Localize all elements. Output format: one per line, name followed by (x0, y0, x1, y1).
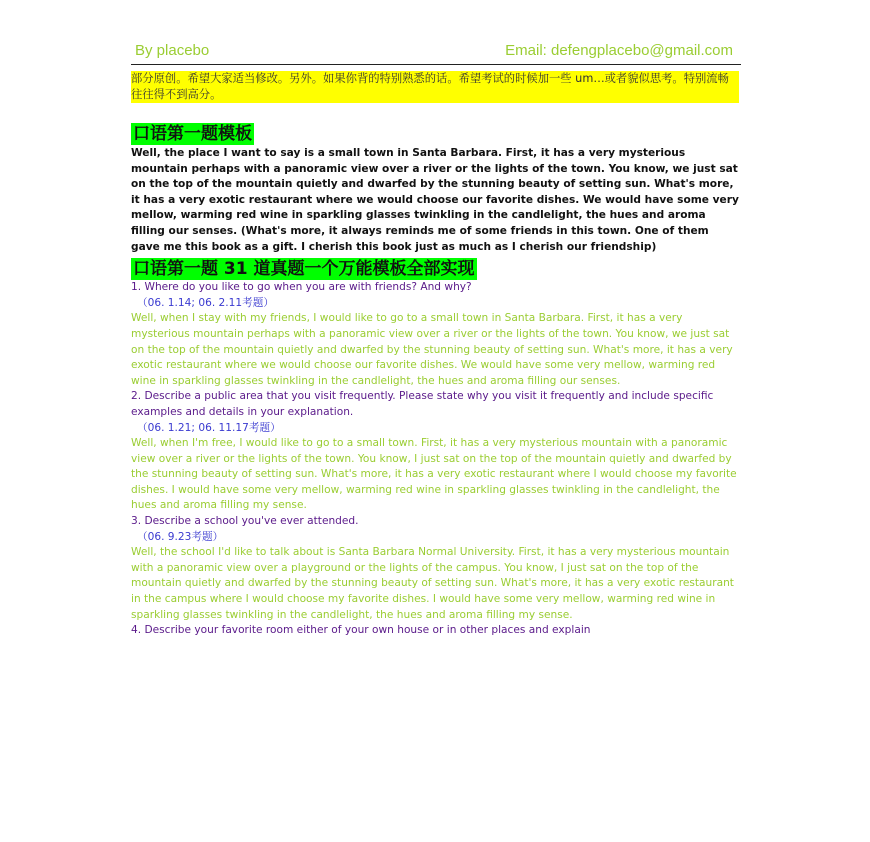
highlighted-note: 部分原创。希望大家适当修改。另外。如果你背的特别熟悉的话。希望考试的时候加一些 um…或者貌似思考。特别流畅往往得不到高分。 (131, 71, 739, 103)
section1-heading: 口语第一题模板 (133, 124, 252, 144)
section1 (131, 123, 741, 255)
question-3: 3. Describe a school you've ever attended. (131, 515, 359, 528)
author-label: By placebo (135, 42, 210, 59)
exam-date-2: （06. 1.21; 06. 11.17考题） (137, 421, 281, 434)
qa-item-2 (131, 389, 741, 514)
question-2: 2. Describe a public area that you visit frequently. Please state why you visit it frequently and include specific examples and details in your explanation. (131, 390, 714, 418)
section2 (131, 258, 741, 639)
document-page (131, 40, 741, 639)
question-1: 1. Where do you like to go when you are with friends? And why? (131, 281, 472, 294)
exam-date-1: （06. 1.14; 06. 2.11考题） (137, 296, 274, 309)
section2-heading: 口语第一题 31 道真题一个万能模板全部实现 (133, 259, 475, 280)
page-header (131, 40, 741, 65)
answer-3: Well, the school I'd like to talk about is Santa Barbara Normal University. First, it has a very mysterious mountain with a panoramic view over a playground or the lights of the campus. You know, I just sat on the top of the mountain quietly and dwarfed by the stunning beauty of setting sun. What's more, it has a very exotic restaurant in the campus where I would choose my favorite dishes. I would have some very mellow, warming red wine in sparkling glasses twinkling in the candlelight, the hues and aroma filling my sense. (131, 546, 734, 621)
question-4: 4. Describe your favorite room either of your own house or in other places and explain (131, 624, 591, 637)
template-paragraph: Well, the place I want to say is a small town in Santa Barbara. First, it has a very mysterious mountain perhaps with a panoramic view over a river or the lights of the town. You know, we just sat on the top of the mountain quietly and dwarfed by the stunning beauty of setting sun. What's more, it has a very exotic restaurant where we would choose our favorite dishes. We would have some very mellow, warming red wine in sparkling glasses twinkling in the candlelight, the hues and aroma filling our senses. (What's more, it always reminds me of some friends in this town. One of them gave me this book as a gift. I cherish this book just as much as I cherish our friendship) (131, 147, 739, 253)
qa-item-3 (131, 514, 741, 623)
email-label: Email: defengplacebo@gmail.com (505, 42, 733, 59)
qa-item-4 (131, 623, 741, 639)
answer-2: Well, when I'm free, I would like to go to a small town. First, it has a very mysterious mountain with a panoramic view over a river or the lights of the town. You know, I just sat on the top of the mountain quietly and dwarfed by the stunning beauty of setting sun. What's more, it has a very exotic restaurant where I would choose my favorite dishes. I would have some very mellow, warming red wine in sparkling glasses twinkling in the candlelight, the hues and aroma filling my sense. (131, 437, 737, 512)
answer-1: Well, when I stay with my friends, I would like to go to a small town in Santa Barbara. First, it has a very mysterious mountain perhaps with a panoramic view over a river or the lights of the town. You know, we just sat on the top of the mountain quietly and dwarfed by the stunning beauty of setting sun. What's more, it has a very exotic restaurant where we would choose our favorite dishes. We would have some very mellow, warming red wine in sparkling glasses twinkling in the candlelight, the hues and aroma filling our senses. (131, 312, 733, 387)
qa-item-1 (131, 280, 741, 389)
exam-date-3: （06. 9.23考题） (137, 530, 224, 543)
